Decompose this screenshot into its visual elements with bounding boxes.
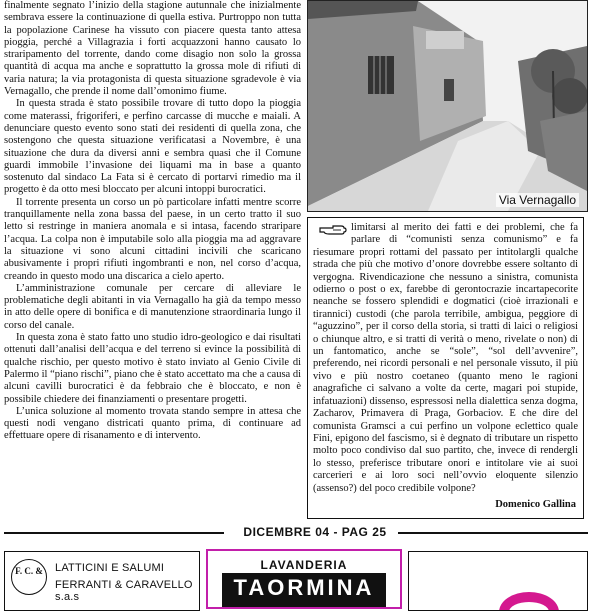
- ad-lavanderia: [206, 549, 402, 609]
- street-photo-image: [308, 1, 587, 211]
- left-paragraph-5: In questa zona è stato fatto uno studio idro-geologico e dai risultati ottenuti dall’analisi dell’acqua e del terreno si evince la possibilità di qualche rischio, per questo motivo è stato inviato al Genio Civile di Palermo il “piano rischi”, piano che è stato accettato ma che a causa di alcuni cavilli burocratici è da febbraio che è bloccato, e non è possibile chiedere dei finanziamenti o presentare progetti.: [4, 332, 301, 405]
- street-photo: [307, 0, 588, 212]
- left-article: [4, 0, 301, 520]
- ad-salumi-line1: LATTICINI E SALUMI: [55, 562, 165, 574]
- box-paragraph: [313, 222, 578, 495]
- left-paragraph-1: finalmente segnato l’inizio della stagione autunnale che inizialmente sembrava essere la continuazione di quella estiva. Purtroppo non tutta la popolazione Carinese ha vissuto con piacere questa tanto attesa pioggia, perché a Villagrazia i forti acquazzoni hanno causato lo straripamento del torrente, dando come disagio non solo la grossa quantità di acqua ma anche e soprattutto la grossa mole di rifiuti di varia natura; la via protagonista di questa situazione sgradevole è via Vernagallo, che prende il nome dall’omonimo fiume.: [4, 0, 301, 98]
- box-article-text: limitarsi al merito dei fatti e dei problemi, che fa parlare di “comunisti senza comunismo” e fa riesumare propri rottami del passato per intitolargli qualche strada che più che motivo d’onore dovrebbe essere soltanto di vergogna. Rivendicazione che nessuno a sinistra, comunista odierno o post o ex, farebbe di gerontocrazie incartapecorite neanche se fossero splendidi e dogmatici (cioè irrazionali e tirannici) custodi (che parola terribile, ambigua, peggiore di “aguzzino”, per il corso della storia, si tratti di laici o religiosi o chiunque altro, e si tratti di verità o meno, rivelate o non) di un fantomatico, anche se “sole”, “sol dell’avvenire”, preferendo, nei ricordi personali e nel personale vissuto, il più vivo e più nostro coetaneo (quanto meno le ragioni anagrafiche ci salvano a volte da certe, magari poi stupide, infatuazioni) dissenso, espressosi nella dialettica senza dogma, Zacharov, Primavera di Praga, Gorbaciov. E che dire del comunista Gramsci a cui perfino un volpone eclettico quale Fini, epigono del fascismo, si è degnato di tributare un rispetto molto poco condiviso dal suo partito, che, invece di rendergli lo stesso, preferisce tributare onori e intitolare vie ai suoi carcerieri e ai loro soci nell’ovvio eloquente silenzio (assenso?) del poco credibile volpone?: [313, 222, 578, 494]
- fc-logo: F. C. &: [11, 559, 47, 595]
- ad-lavanderia-line2: TAORMINA: [233, 575, 375, 600]
- ad-circle-logo-icon: [499, 592, 559, 611]
- footer-rule-right: [398, 532, 588, 534]
- author-signature: Domenico Gallina: [495, 499, 576, 510]
- pointing-hand-icon: [319, 223, 347, 237]
- page-footer: DICEMBRE 04 - PAG 25: [243, 525, 387, 539]
- left-paragraph-3: Il torrente presenta un corso un pò particolare infatti mentre scorre tranquillamente nella zona bassa del paese, in un certo tratto il suo letto si restringe in maniera anomala e si intasa, facendo straripare l’acqua. La colpa non è imputabile solo alla pioggia ma ad aggravare la situazione vi sono alcuni cittadini incivili che scaricano abusivamente i propri rifiuti ingombranti e non, nel corso d’acqua, creando in questo modo una discarica a cielo aperto.: [4, 196, 301, 282]
- photo-caption: Via Vernagallo: [496, 193, 579, 207]
- left-paragraph-6: L’unica soluzione al momento trovata stando sempre in attesa che questi nodi vengano districati quanto prima, di continuare ad effettuare opere di risanamento e di intervento.: [4, 405, 301, 442]
- boxed-article: [307, 217, 584, 519]
- left-paragraph-2: In questa strada è stato possibile trovare di tutto dopo la pioggia come materassi, frigoriferi, e perfino carcasse di mucche e maiali. A denunciare questo evento sono stati dei residenti di quella zona, che sostengono che questa situazione verificatasi a Novembre, è una situazione che dura da diversi anni e sembra quasi che il Comune guardi immobile l’invasione dei liquami ma in base a quanto sostenuto dal sindaco La Fata si è cercato di portarvi rimedio ma il progetto è da otto mesi bloccato per alcuni intoppi burocratici.: [4, 98, 301, 196]
- ad-latticini-salumi: [4, 551, 200, 611]
- footer-rule-left: [4, 532, 224, 534]
- ad-salumi-line2: FERRANTI & CARAVELLO s.a.s: [55, 579, 193, 603]
- ad-lavanderia-line1: LAVANDERIA: [260, 558, 348, 572]
- left-paragraph-4: L’amministrazione comunale per cercare di alleviare le problematiche degli abitanti in via Vernagallo ha già da tempo messo in atto delle opere di bonifica e di manutenzione straordinaria lungo il corso del canale.: [4, 282, 301, 331]
- ad-third: [408, 551, 588, 611]
